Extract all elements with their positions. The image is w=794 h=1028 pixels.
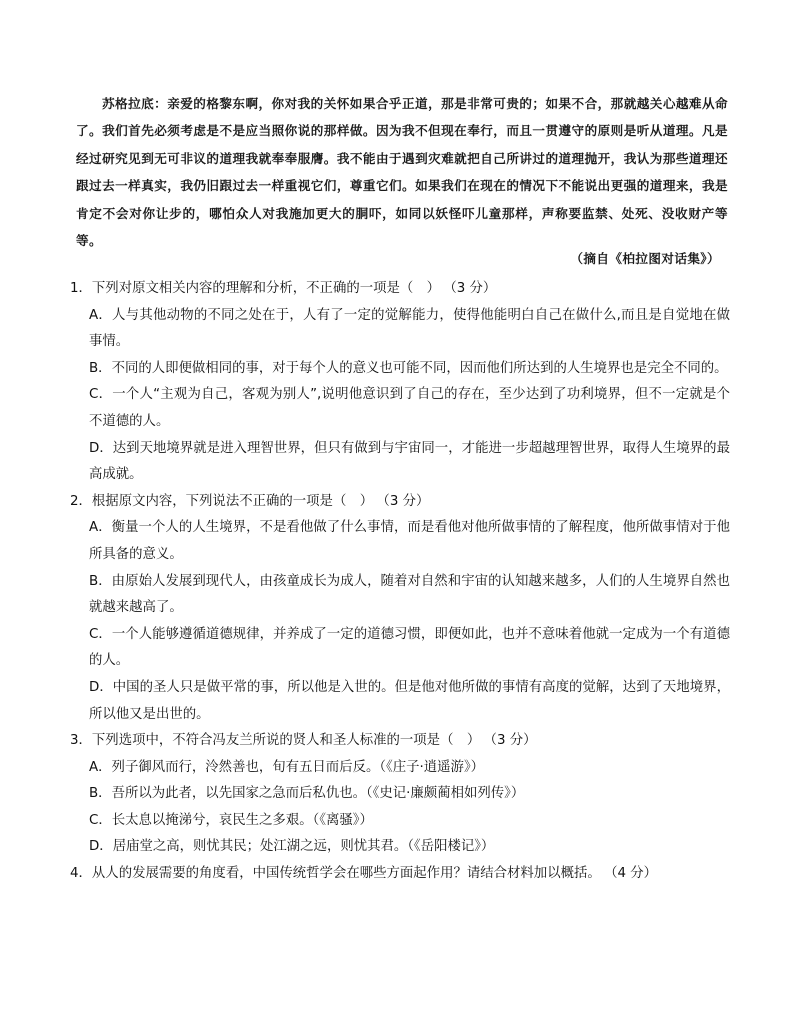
question-4 bbox=[70, 861, 730, 888]
question-score: （4 分） bbox=[610, 866, 658, 882]
question-number: 1． bbox=[70, 281, 92, 296]
question-3 bbox=[70, 728, 730, 861]
question-number: 3． bbox=[70, 733, 92, 749]
option-b: B．不同的人即便做相同的事，对于每个人的意义也可能不同，因而他们所达到的人生境界也是完全不同的。 bbox=[89, 360, 728, 376]
option-c: C．一个人“主观为自己，客观为别人”,说明他意识到了自己的存在，至少达到了功利境界，但不一定就是个不道德的人。 bbox=[89, 387, 730, 429]
reading-passage bbox=[76, 90, 728, 254]
question-score: （3 分） bbox=[383, 493, 430, 509]
question-stem bbox=[70, 276, 730, 303]
question-list bbox=[70, 276, 730, 888]
question-stem bbox=[70, 489, 730, 516]
option-d: D．居庙堂之高，则忧其民；处江湖之远，则忧其君。（《岳阳楼记》） bbox=[89, 839, 495, 855]
question-text: 从人的发展需要的角度看，中国传统哲学会在哪些方面起作用？请结合材料加以概括。 bbox=[91, 866, 601, 882]
question-text: 下列对原文相关内容的理解和分析，不正确的一项是（ ） bbox=[91, 281, 441, 296]
option-b: B．吾所以为此者，以先国家之急而后私仇也。（《史记·廉颇蔺相如列传》） bbox=[89, 786, 525, 802]
question-1 bbox=[70, 276, 730, 489]
question-score: （3 分） bbox=[490, 733, 537, 749]
question-stem bbox=[70, 861, 730, 888]
option-c: C．长太息以掩涕兮，哀民生之多艰。（《离骚》） bbox=[89, 812, 373, 828]
option-c: C．一个人能够遵循道德规律，并养成了一定的道德习惯，即便如此，也并不意味着他就一定成为一个有道德的人。 bbox=[89, 626, 730, 669]
question-number: 4． bbox=[70, 866, 92, 882]
question-text: 下列选项中，不符合冯友兰所说的贤人和圣人标准的一项是（ ） bbox=[91, 733, 481, 749]
option-a: A．衡量一个人的人生境界，不是看他做了什么事情，而是看他对他所做事情的了解程度，他所做事情对于他所具备的意义。 bbox=[89, 520, 730, 562]
option-a: A．人与其他动物的不同之处在于，人有了一定的觉解能力，使得他能明白自己在做什么,而且是自觉地在做事情。 bbox=[89, 307, 730, 350]
question-stem bbox=[70, 728, 730, 755]
option-d: D．达到天地境界就是进入理智世界，但只有做到与宇宙同一，才能进一步超越理智世界，取得人生境界的最高成就。 bbox=[89, 440, 730, 483]
option-d: D．中国的圣人只是做平常的事，所以他是入世的。但是他对他所做的事情有高度的觉解，达到了天地境界，所以他又是出世的。 bbox=[89, 679, 730, 722]
passage-paragraph: 苏格拉底：亲爱的格黎东啊，你对我的关怀如果合乎正道，那是非常可贵的；如果不合，那就越关心越难从命了。我们首先必须考虑是不是应当照你说的那样做。因为我不但现在奉行，而且一贯遵守的原则是听从道理。凡是经过研究见到无可非议的道理我就奉奉服膺。我不能由于遇到灾难就把自己所讲过的道理抛开，我认为那些道理还跟过去一样真实，我仍旧跟过去一样重视它们，尊重它们。如果我们在现在的情况下不能说出更强的道理来，我是肯定不会对你让步的，哪怕众人对我施加更大的胴吓，如同以妖怪吓儿童那样，声称要监禁、处死、没收财产等等。 bbox=[76, 96, 728, 249]
question-number: 2． bbox=[70, 493, 92, 509]
option-a: A．列子御风而行，泠然善也，旬有五日而后反。（《庄子·逍遥游》） bbox=[89, 759, 485, 775]
question-text: 根据原文内容，下列说法不正确的一项是（ ） bbox=[91, 493, 374, 509]
question-score: （3 分） bbox=[450, 281, 497, 296]
passage-source: （摘自《柏拉图对话集》） bbox=[570, 251, 720, 266]
option-b: B．由原始人发展到现代人，由孩童成长为成人，随着对自然和宇宙的认知越来越多，人们的人生境界自然也就越来越高了。 bbox=[89, 573, 730, 616]
question-2 bbox=[70, 489, 730, 728]
